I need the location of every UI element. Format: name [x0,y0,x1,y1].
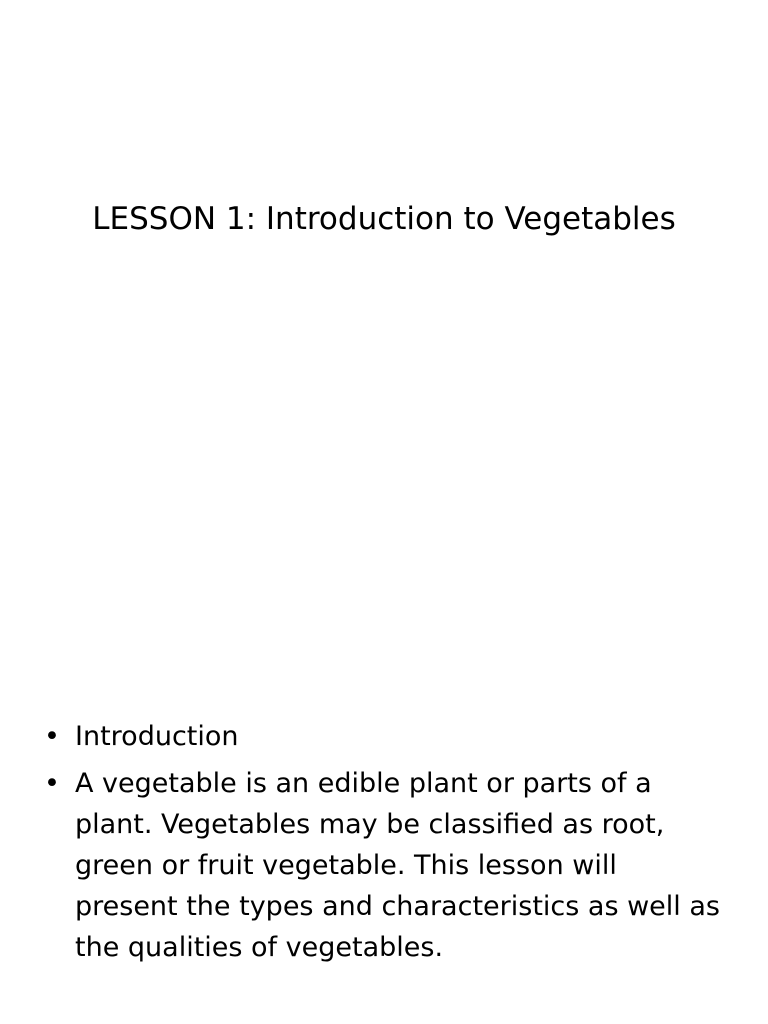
bullet-icon: • [44,721,60,752]
bullet-item-definition [44,763,724,968]
bullet-text: A vegetable is an edible plant or parts of a plant. Vegetables may be classified as root, green or fruit vegetable. This lesson will present the types and characteristics as well as the qualities of vegetables. [75,768,720,963]
bullet-icon: • [44,768,60,799]
bullet-item-introduction [44,716,724,757]
slide-title: LESSON 1: Introduction to Vegetables [92,201,676,237]
bullet-list [44,716,724,974]
bullet-text: Introduction [75,721,239,752]
